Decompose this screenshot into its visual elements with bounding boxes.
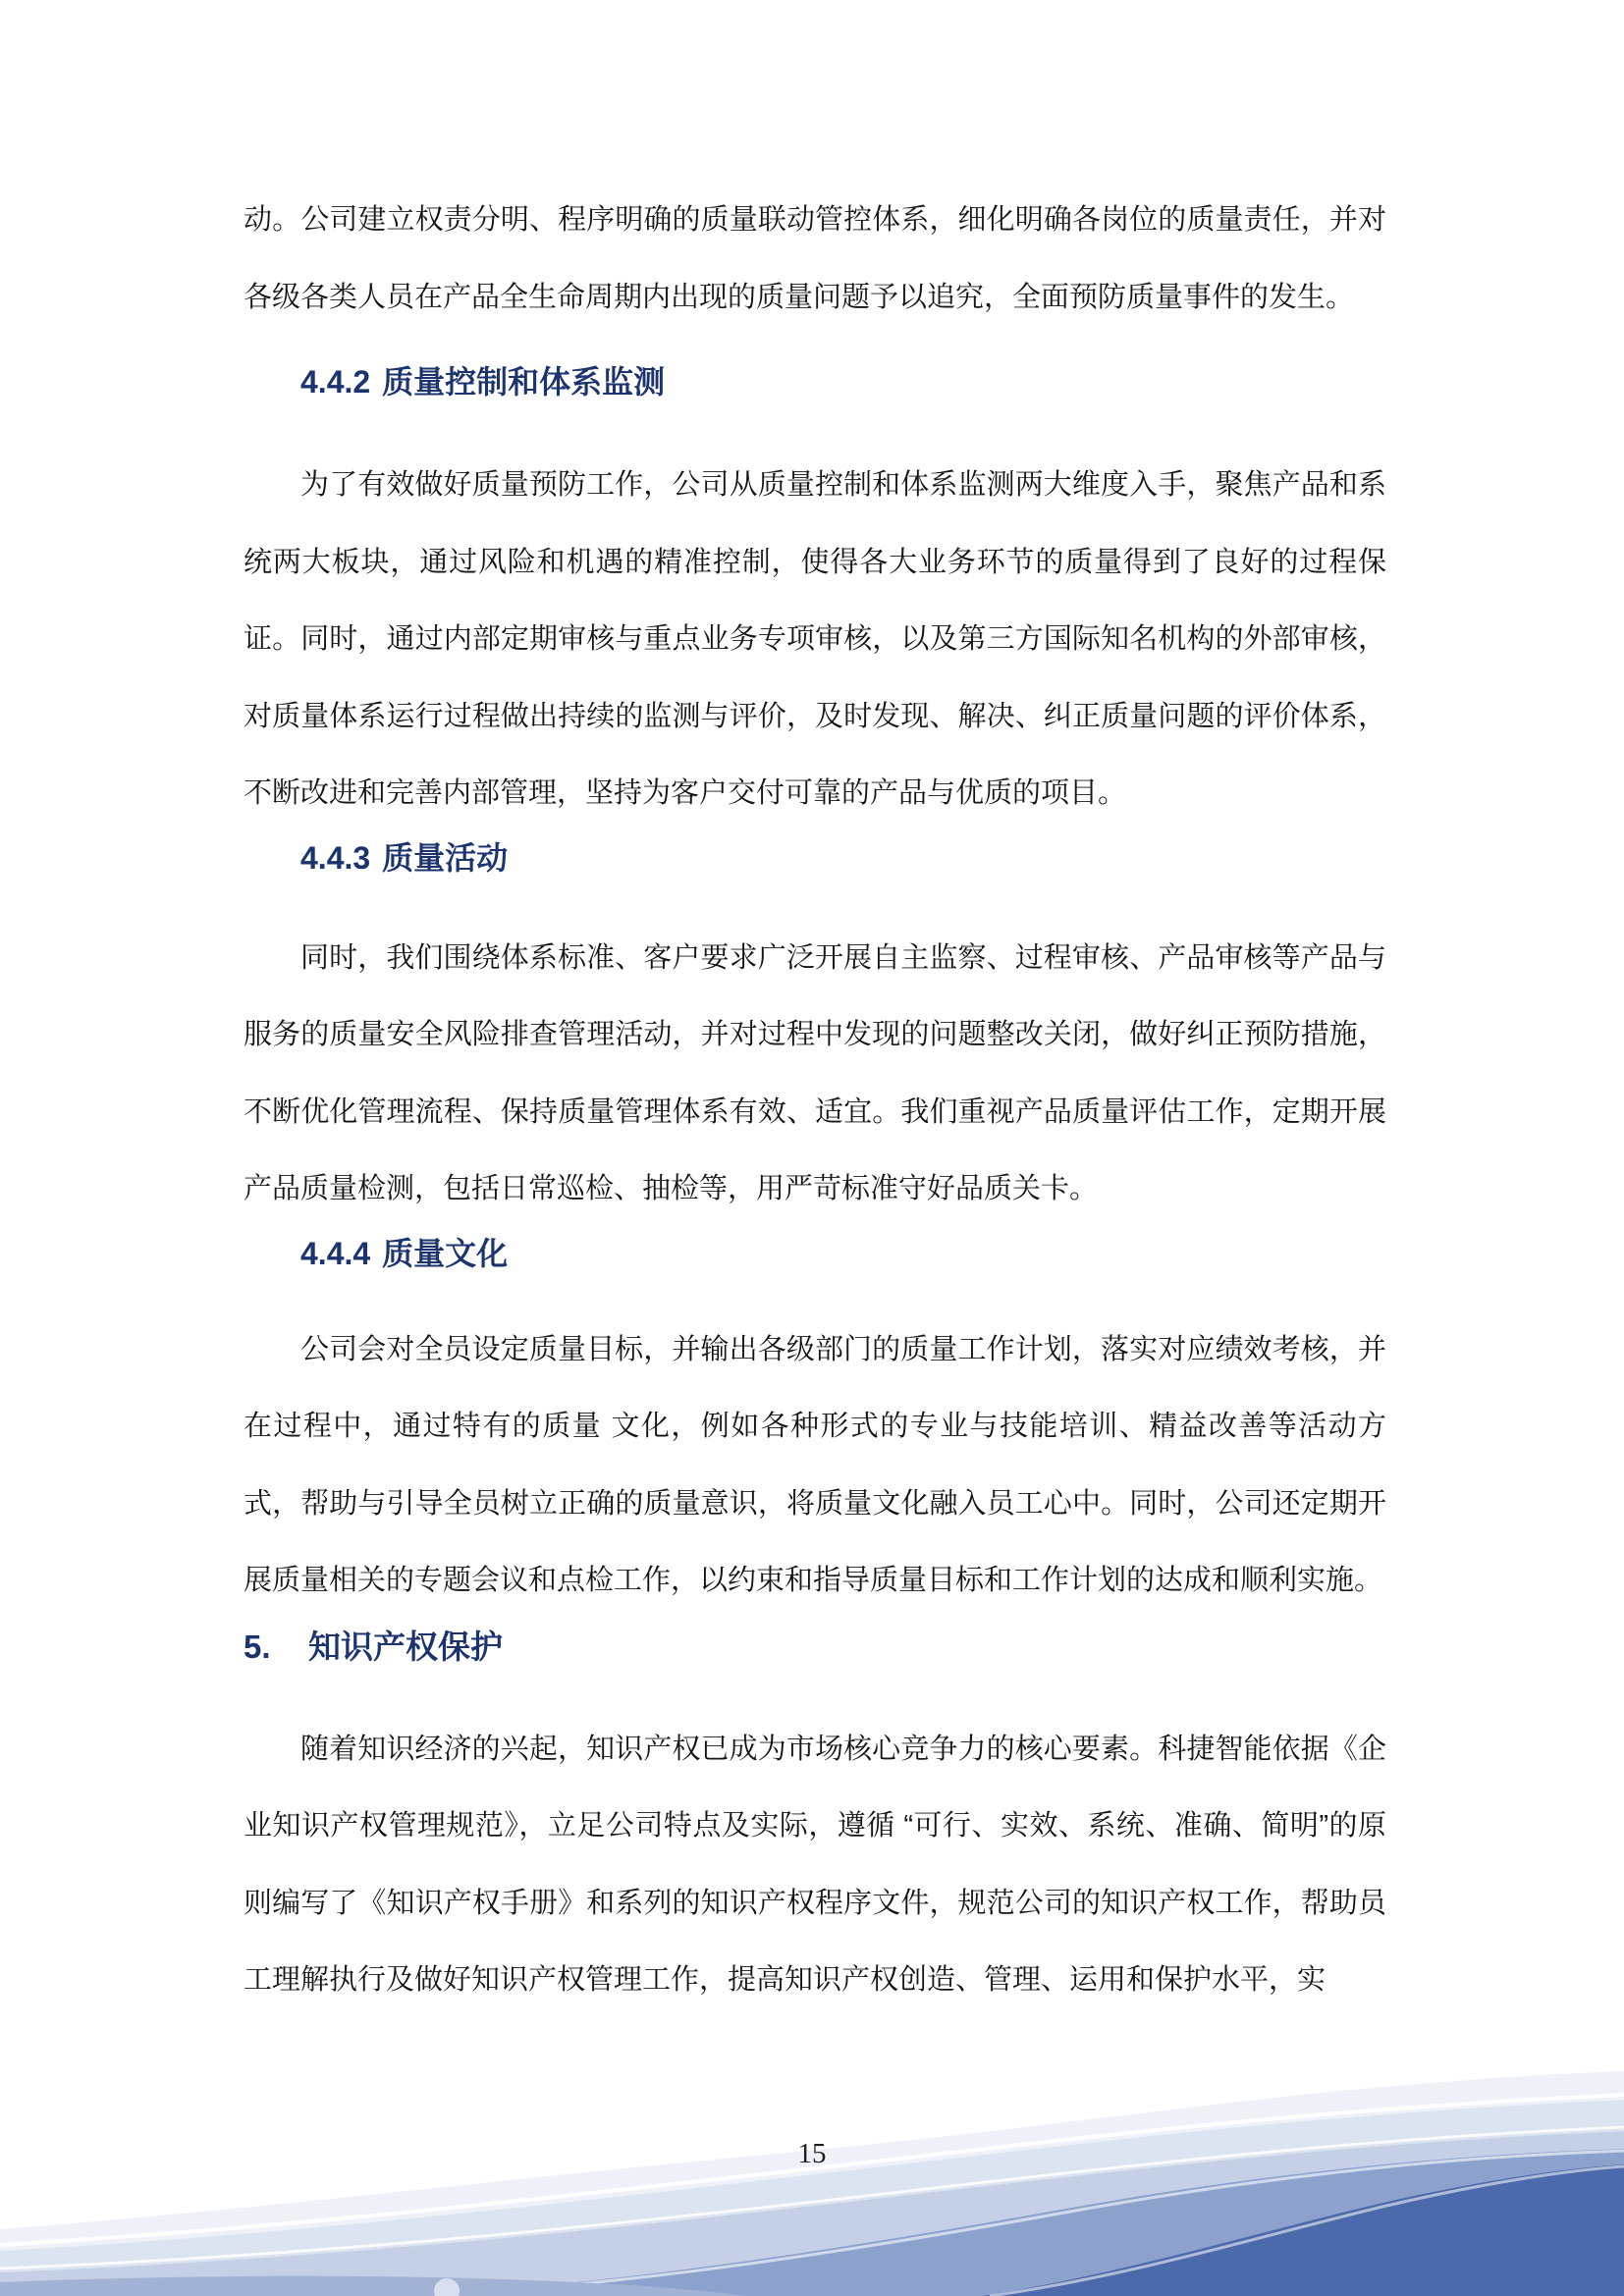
paragraph-ip-protection: 随着知识经济的兴起，知识产权已成为市场核心竞争力的核心要素。科捷智能依据《企业知识产权管理规范》，立足公司特点及实际，遵循 “可行、实效、系统、准确、简明”的原则编写了《知识产权手册》和系列的知识产权程序文件，规范公司的知识产权工作，帮助员工理解执行及做好知识产权管理工作，提高知识产权创造、管理、运用和保护水平，实 — [244, 1733, 1386, 1996]
heading-title: 质量文化 — [382, 1235, 509, 1271]
paragraph-quality-culture: 公司会对全员设定质量目标，并输出各级部门的质量工作计划，落实对应绩效考核，并在过程中，通过特有的质量 文化，例如各种形式的专业与技能培训、精益改善等活动方式，帮助与引导全员树立正确的质量意识，将质量文化融入员工心中。同时，公司还定期开展质量相关的专题会议和点检工作，以约束和指导质量目标和工作计划的达成和顺利实施。 — [244, 1333, 1386, 1596]
footer-wave-decoration — [0, 2060, 1624, 2296]
paragraph-intro-continuation: 动。公司建立权责分明、程序明确的质量联动管控体系，细化明确各岗位的质量责任，并对各级各类人员在产品全生命周期内出现的质量问题予以追究，全面预防质量事件的发生。 — [244, 204, 1386, 313]
heading-quality-control-monitoring — [244, 361, 1386, 402]
heading-number: 4.4.2 — [300, 364, 371, 400]
page-content — [244, 182, 1386, 2019]
heading-number: 5. — [244, 1628, 271, 1665]
paragraph-quality-control-monitoring: 为了有效做好质量预防工作，公司从质量控制和体系监测两大维度入手，聚焦产品和系统两大板块，通过风险和机遇的精准控制，使得各大业务环节的质量得到了良好的过程保证。同时，通过内部定期审核与重点业务专项审核，以及第三方国际知名机构的外部审核，对质量体系运行过程做出持续的监测与评价，及时发现、解决、纠正质量问题的评价体系，不断改进和完善内部管理，坚持为客户交付可靠的产品与优质的项目。 — [244, 469, 1386, 809]
heading-title: 质量活动 — [382, 839, 509, 876]
heading-quality-culture — [244, 1233, 1386, 1274]
heading-title: 知识产权保护 — [308, 1628, 503, 1665]
heading-quality-activities — [244, 837, 1386, 879]
heading-ip-protection — [244, 1625, 1386, 1670]
paragraph-quality-activities: 同时，我们围绕体系标准、客户要求广泛开展自主监察、过程审核、产品审核等产品与服务的质量安全风险排查管理活动，并对过程中发现的问题整改关闭，做好纠正预防措施，不断优化管理流程、保持质量管理体系有效、适宜。我们重视产品质量评估工作，定期开展产品质量检测，包括日常巡检、抽检等，用严苛标准守好品质关卡。 — [244, 941, 1386, 1204]
heading-number: 4.4.4 — [300, 1235, 371, 1271]
heading-number: 4.4.3 — [300, 839, 371, 876]
page-number: 15 — [797, 2138, 827, 2169]
heading-title: 质量控制和体系监测 — [382, 364, 666, 400]
